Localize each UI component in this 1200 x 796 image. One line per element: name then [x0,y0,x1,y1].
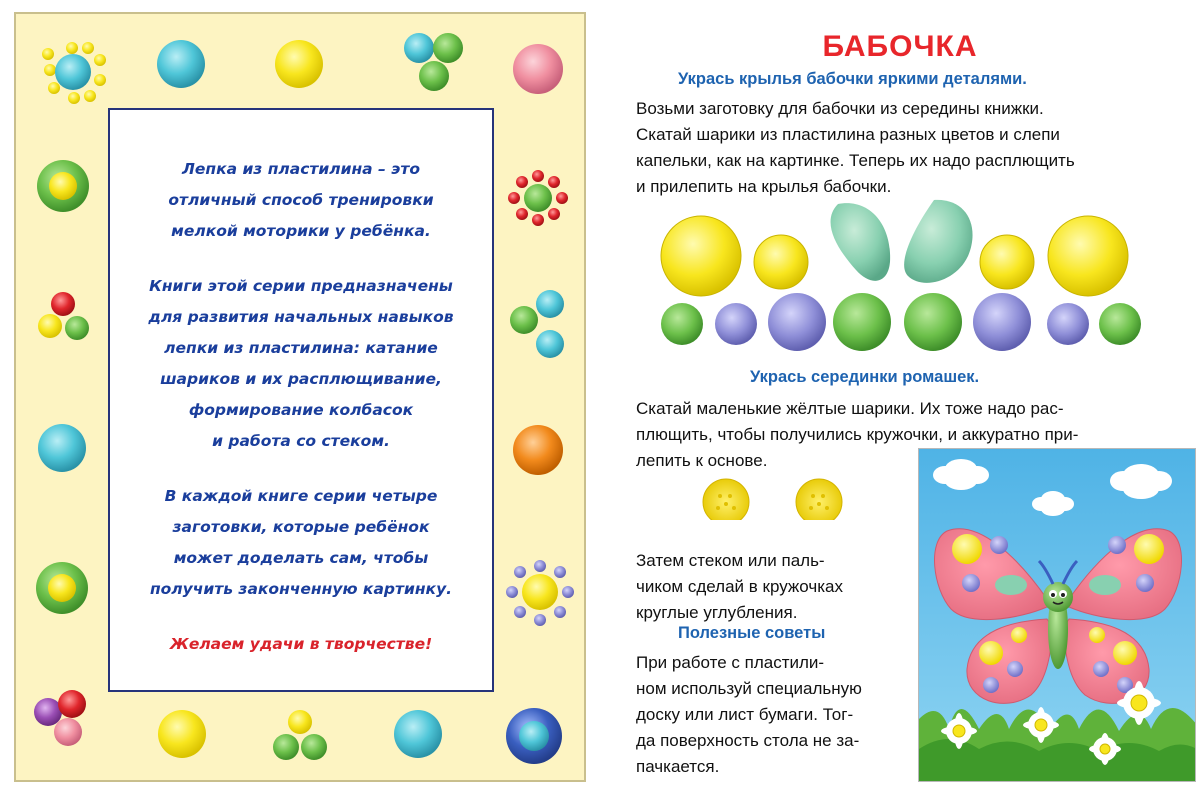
right-page [600,0,1200,796]
plasticine-ball [513,425,563,475]
instruction-text: Возьми заготовку для бабочки из середины книжки. Скатай шарики из пластилина разных цветов и слепи капельки, как на картинке. Теперь их надо расплющить и прилепить на крылья бабочки. [636,99,1075,196]
left-page [14,12,586,782]
plasticine-ball [38,424,86,472]
ball-group [38,292,89,340]
green-ball [1099,303,1141,345]
lavender-ball [768,293,826,351]
flattened-ball-green-yellow [36,562,88,614]
lavender-ball [973,293,1031,351]
yellow-circle-large [1048,216,1128,296]
section-subtitle: Полезные советы [678,624,826,642]
info-paragraph: Книги этой серии предназначены для развития начальных навыков лепки из пластилина: катание шариков и их расплющивание, формирование колбасок и работа со стеком. [148,277,454,450]
green-ball [833,293,891,351]
yellow-circle-small [980,235,1034,289]
plasticine-ball [513,44,563,94]
green-ball [904,293,962,351]
ball-group [34,690,86,746]
green-ball [661,303,703,345]
flower-purple-yellow [506,560,574,626]
mint-drop [904,200,972,283]
section-subtitle: Укрась серединки ромашек. [750,368,980,386]
instruction-text: Затем стеком или паль- чиком сделай в кружочках круглые углубления. [636,551,843,622]
plasticine-ball [394,710,442,758]
info-box [108,108,494,692]
flattened-ball-blue-teal [506,708,562,764]
dotted-yellow-disc [703,479,749,520]
lavender-ball [715,303,757,345]
plasticine-ball [157,40,205,88]
section-subtitle: Укрась крылья бабочки яркими деталями. [678,70,1027,88]
flower-yellow-teal [42,42,106,104]
info-paragraph: В каждой книге серии четыре заготовки, которые ребёнок может доделать сам, чтобы получить законченную картинку. [149,487,453,598]
flattened-ball-green-yellow [37,160,89,212]
plasticine-ball [158,710,206,758]
ball-group [273,710,327,760]
lavender-ball [1047,303,1089,345]
ball-group [404,33,463,91]
instruction-text: Скатай маленькие жёлтые шарики. Их тоже надо рас- плющить, чтобы получились кружочки, и аккуратно при- лепить к основе. [636,399,1079,470]
wish-text: Желаем удачи в творчестве! [169,635,433,653]
flower-red-green [508,170,568,226]
info-paragraph: Лепка из пластилина – это отличный способ тренировки мелкой моторики у ребёнка. [168,160,434,240]
butterfly-picture [918,448,1196,782]
plasticine-ball [275,40,323,88]
yellow-circle-small [754,235,808,289]
dotted-yellow-disc [796,479,842,520]
page-title: БАБОЧКА [822,30,978,63]
mint-drop [831,203,891,281]
ball-group [510,290,564,358]
yellow-circle-large [661,216,741,296]
instruction-text: При работе с пластили- ном используй специальную доску или лист бумаги. Тог- да поверхность стола не за- пачкается. [636,653,862,776]
